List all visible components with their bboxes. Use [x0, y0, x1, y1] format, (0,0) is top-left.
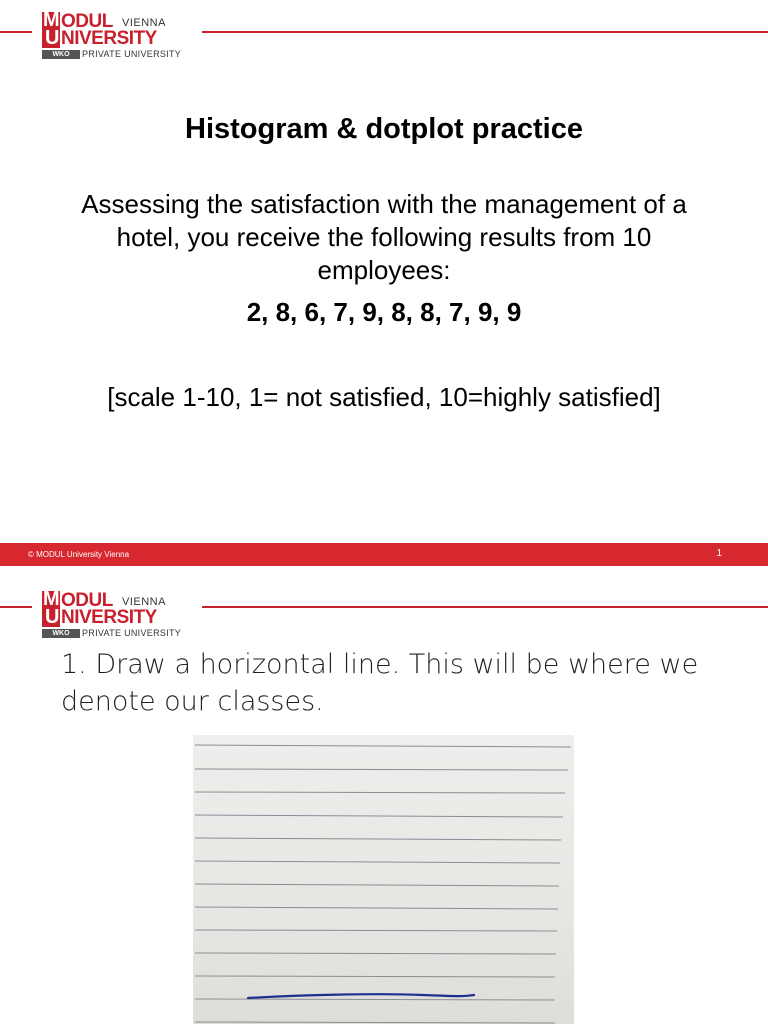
- ruled-line: [195, 745, 571, 747]
- page-number: 1: [716, 548, 722, 559]
- ruled-line: [195, 815, 563, 817]
- ruled-line: [195, 861, 560, 863]
- logo-letter-m: M: [43, 9, 60, 31]
- step-instruction: 1. Draw a horizontal line. This will be where we denote our classes.: [61, 649, 699, 717]
- logo-wko-badge: WKO: [42, 50, 80, 59]
- logo-letter-u: U: [45, 606, 60, 628]
- logo-letter-m: M: [43, 588, 60, 610]
- slide-title: Histogram & dotplot practice: [185, 113, 583, 145]
- lined-paper-photo: [193, 735, 574, 1024]
- lined-paper-drawing: [193, 735, 574, 1024]
- ruled-line: [195, 976, 555, 977]
- logo-letter-u: U: [45, 27, 60, 49]
- logo-niversity: NIVERSITY: [61, 28, 157, 49]
- data-values: 2, 8, 6, 7, 9, 8, 8, 7, 9, 9: [246, 297, 522, 327]
- intro-text: Assessing the satisfaction with the management of a hotel, you receive the following results from 10 employees:: [81, 189, 687, 285]
- ruled-line: [195, 999, 555, 1000]
- ruled-line: [195, 930, 557, 931]
- logo-mu-block: [42, 588, 60, 628]
- logo-private-university: PRIVATE UNIVERSITY: [82, 628, 182, 638]
- ruled-line: [195, 769, 568, 770]
- logo-vienna: VIENNA: [122, 596, 166, 608]
- logo-wko-badge: WKO: [42, 629, 80, 638]
- scale-note: [scale 1-10, 1= not satisfied, 10=highly satisfied]: [107, 382, 661, 412]
- ruled-line: [195, 838, 561, 840]
- hand-drawn-horizontal-line: [248, 994, 474, 998]
- footer-bar: [0, 543, 768, 566]
- footer-copyright: © MODUL University Vienna: [28, 550, 130, 559]
- ruled-line: [195, 1022, 555, 1023]
- logo-mu-block: [42, 9, 60, 49]
- ruled-line: [195, 792, 565, 793]
- logo-odul: ODUL: [61, 590, 113, 611]
- slide-2: [0, 568, 768, 1024]
- logo-private-university: PRIVATE UNIVERSITY: [82, 49, 182, 59]
- logo-niversity: NIVERSITY: [61, 607, 157, 628]
- ruled-line: [195, 884, 559, 886]
- modul-university-logo: [42, 9, 187, 62]
- modul-university-logo: [42, 588, 187, 641]
- ruled-line: [195, 953, 556, 954]
- ruled-line: [195, 907, 558, 909]
- logo-vienna: VIENNA: [122, 17, 166, 29]
- logo-odul: ODUL: [61, 11, 113, 32]
- header-rule-right: [202, 606, 768, 608]
- header-rule-left: [0, 31, 32, 33]
- header-rule-right: [202, 31, 768, 33]
- header-rule-left: [0, 606, 32, 608]
